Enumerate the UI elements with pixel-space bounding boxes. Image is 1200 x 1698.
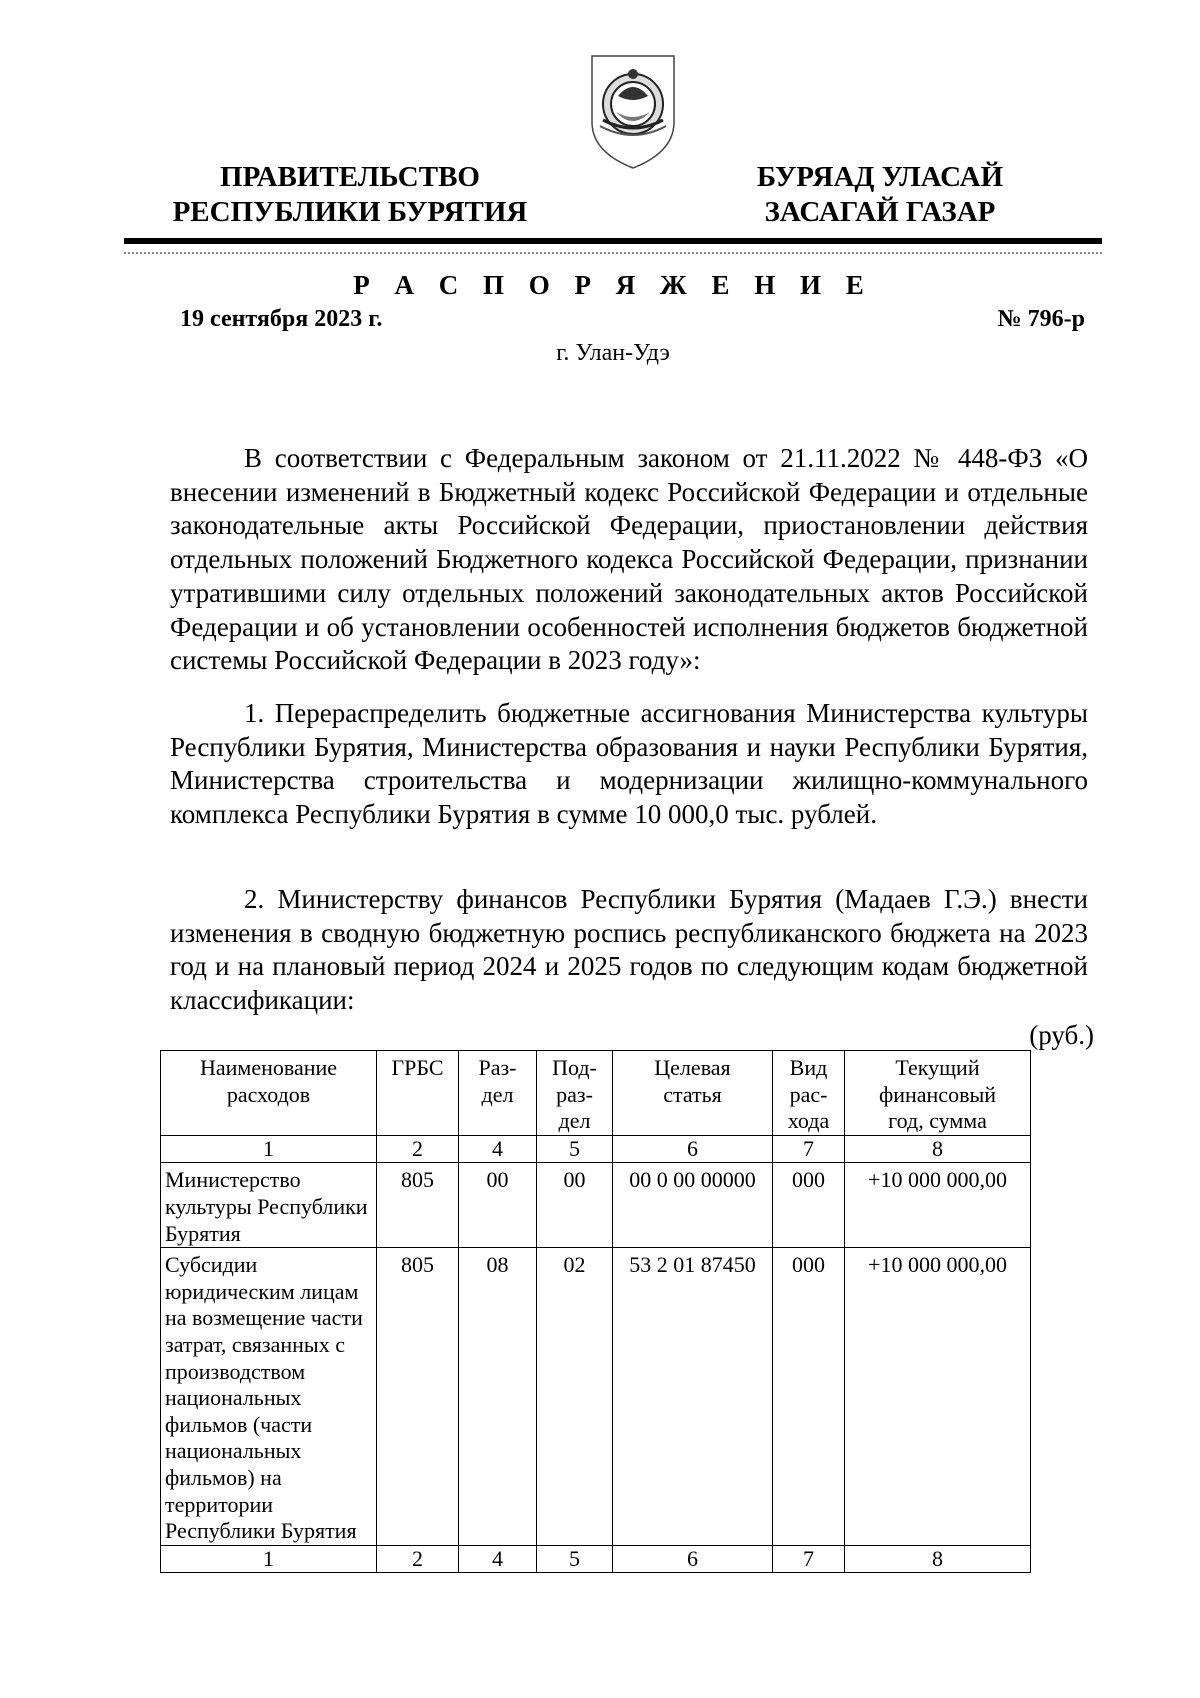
column-number: 1 bbox=[161, 1545, 377, 1573]
row-subsection: 00 bbox=[537, 1163, 613, 1248]
clause-2: 2. Министерству финансов Республики Бурятия (Мадаев Г.Э.) внести изменения в сводную бюджетную роспись республиканского бюджета на 2023 год и на плановый период 2024 и 2025 годов по следующим кодам бюджетной классификации: bbox=[170, 884, 1088, 1016]
document-date: 19 сентября 2023 г. bbox=[180, 306, 383, 332]
column-number: 5 bbox=[537, 1545, 613, 1573]
row-section: 00 bbox=[459, 1163, 537, 1248]
row-section: 08 bbox=[459, 1248, 537, 1546]
issuer-name-buryat bbox=[680, 160, 1080, 230]
column-number: 7 bbox=[773, 1135, 845, 1163]
column-number: 4 bbox=[459, 1545, 537, 1573]
column-number: 4 bbox=[459, 1135, 537, 1163]
row-name: Субсидии юридическим лицам на возмещение части затрат, связанных с производством национальных фильмов (части национальных фильмов) на территории Республики Бурятия bbox=[161, 1248, 377, 1546]
issuer-line-1: ПРАВИТЕЛЬСТВО bbox=[220, 161, 480, 193]
header-cell: ГРБС bbox=[377, 1051, 459, 1136]
row-amount: +10 000 000,00 bbox=[845, 1163, 1031, 1248]
column-number: 1 bbox=[161, 1135, 377, 1163]
header-cell: Под-раз-дел bbox=[537, 1051, 613, 1136]
header-cell: Наименование расходов bbox=[161, 1051, 377, 1136]
row-amount: +10 000 000,00 bbox=[845, 1248, 1031, 1546]
budget-table bbox=[160, 1050, 1031, 1573]
header-rule bbox=[124, 238, 1102, 244]
row-subsection: 02 bbox=[537, 1248, 613, 1546]
header-dotted-rule bbox=[124, 252, 1102, 254]
table-column-numbers-row bbox=[161, 1135, 1031, 1163]
table-footer-numbers-row bbox=[161, 1545, 1031, 1573]
issuer-line-2-buryat: ЗАСАГАЙ ГАЗАР bbox=[764, 196, 996, 228]
column-number: 8 bbox=[845, 1135, 1031, 1163]
column-number: 8 bbox=[845, 1545, 1031, 1573]
header-cell: Текущий финансовый год, сумма bbox=[845, 1051, 1031, 1136]
row-name: Министерство культуры Республики Бурятия bbox=[161, 1163, 377, 1248]
table-row bbox=[161, 1248, 1031, 1546]
row-expense-type: 000 bbox=[773, 1248, 845, 1546]
header-cell: Целевая статья bbox=[613, 1051, 773, 1136]
column-number: 2 bbox=[377, 1135, 459, 1163]
column-number: 7 bbox=[773, 1545, 845, 1573]
row-target-article: 53 2 01 87450 bbox=[613, 1248, 773, 1546]
coat-of-arms-emblem bbox=[588, 52, 678, 172]
row-grbs: 805 bbox=[377, 1163, 459, 1248]
header-cell: Вид рас-хода bbox=[773, 1051, 845, 1136]
currency-unit: (руб.) bbox=[1029, 1020, 1094, 1050]
preamble-paragraph: В соответствии с Федеральным законом от 21.11.2022 № 448-ФЗ «О внесении изменений в Бюджетный кодекс Российской Федерации и отдельные законодательные акты Российской Федерации, приостановлении действия отдельных положений Бюджетного кодекса Российской Федерации, признании утратившими силу отдельных положений законодательных актов Российской Федерации и об установлении особенностей исполнения бюджетов бюджетной системы Российской Федерации в 2023 году»: bbox=[170, 443, 1088, 676]
column-number: 2 bbox=[377, 1545, 459, 1573]
table-row bbox=[161, 1163, 1031, 1248]
document-city: г. Улан-Удэ bbox=[556, 340, 670, 366]
issuer-line-1-buryat: БУРЯАД УЛАСАЙ bbox=[756, 161, 1004, 193]
issuer-name-russian bbox=[150, 160, 550, 230]
document-number: № 796-р bbox=[997, 306, 1085, 332]
clause-1: 1. Перераспределить бюджетные ассигнования Министерства культуры Республики Бурятия, Министерства образования и науки Республики Бурятия, Министерства строительства и модернизации жилищно-коммунального комплекса Республики Бурятия в сумме 10 000,0 тыс. рублей. bbox=[170, 698, 1088, 830]
issuer-line-2: РЕСПУБЛИКИ БУРЯТИЯ bbox=[172, 196, 528, 228]
header-cell: Раз-дел bbox=[459, 1051, 537, 1136]
column-number: 6 bbox=[613, 1545, 773, 1573]
row-target-article: 00 0 00 00000 bbox=[613, 1163, 773, 1248]
column-number: 5 bbox=[537, 1135, 613, 1163]
table-header-row bbox=[161, 1051, 1031, 1136]
row-expense-type: 000 bbox=[773, 1163, 845, 1248]
column-number: 6 bbox=[613, 1135, 773, 1163]
document-type: Р А С П О Р Я Ж Е Н И Е bbox=[353, 270, 873, 300]
row-grbs: 805 bbox=[377, 1248, 459, 1546]
